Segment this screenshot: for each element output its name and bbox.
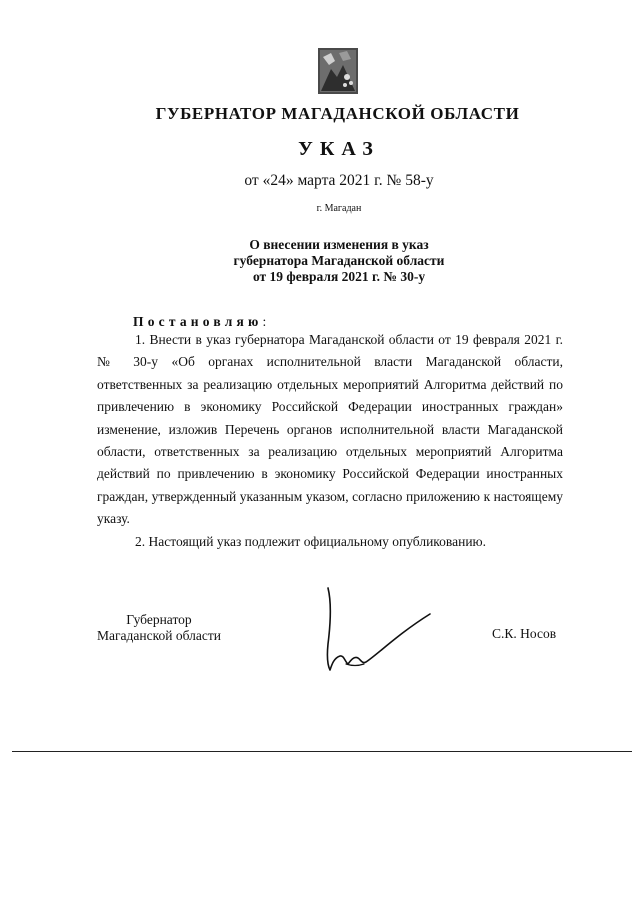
signatory-position-line: Губернатор — [126, 612, 192, 627]
signatory-position-line: Магаданской области — [97, 628, 221, 643]
page-divider — [12, 751, 632, 752]
body-paragraph-2: 2. Настоящий указ подлежит официальному опубликованию. — [135, 533, 487, 549]
subject-line: от 19 февраля 2021 г. № 30-у — [252, 269, 426, 284]
handwritten-signature — [318, 584, 438, 676]
resolve-heading — [133, 314, 266, 330]
document-body — [97, 329, 563, 553]
document-subject — [0, 237, 640, 285]
subject-line: О внесении изменения в указ — [249, 237, 429, 252]
signatory-position — [97, 612, 221, 644]
coat-of-arms-icon — [317, 47, 359, 95]
resolve-colon: : — [262, 314, 267, 329]
document-city: г. Магадан — [316, 203, 362, 214]
issuer-title: ГУБЕРНАТОР МАГАДАНСКОЙ ОБЛАСТИ — [155, 104, 520, 123]
body-paragraph-1: 1. Внести в указ губернатора Магаданской области от 19 февраля 2021 г. № 30-у «Об органах исполнительной власти Магаданской области, ответственных за реализацию отдельных мероприятий Алгоритма действий по привлечению в экономику Российской Федерации иностранных граждан» изменение, изложив Перечень органов исполнительной власти Магаданской области, ответственных за реализацию отдельных мероприятий Алгоритма действий по привлечению в экономику Российской Федерации иностранных граждан, утвержденный указанным указом, согласно приложению к настоящему указу. — [97, 332, 563, 527]
resolve-word: Постановляю — [133, 314, 263, 329]
signatory-name: С.К. Носов — [492, 626, 557, 641]
document-type: УКАЗ — [298, 138, 380, 160]
subject-line: губернатора Магаданской области — [233, 253, 445, 268]
document-date-number: от «24» марта 2021 г. № 58-у — [244, 172, 434, 189]
